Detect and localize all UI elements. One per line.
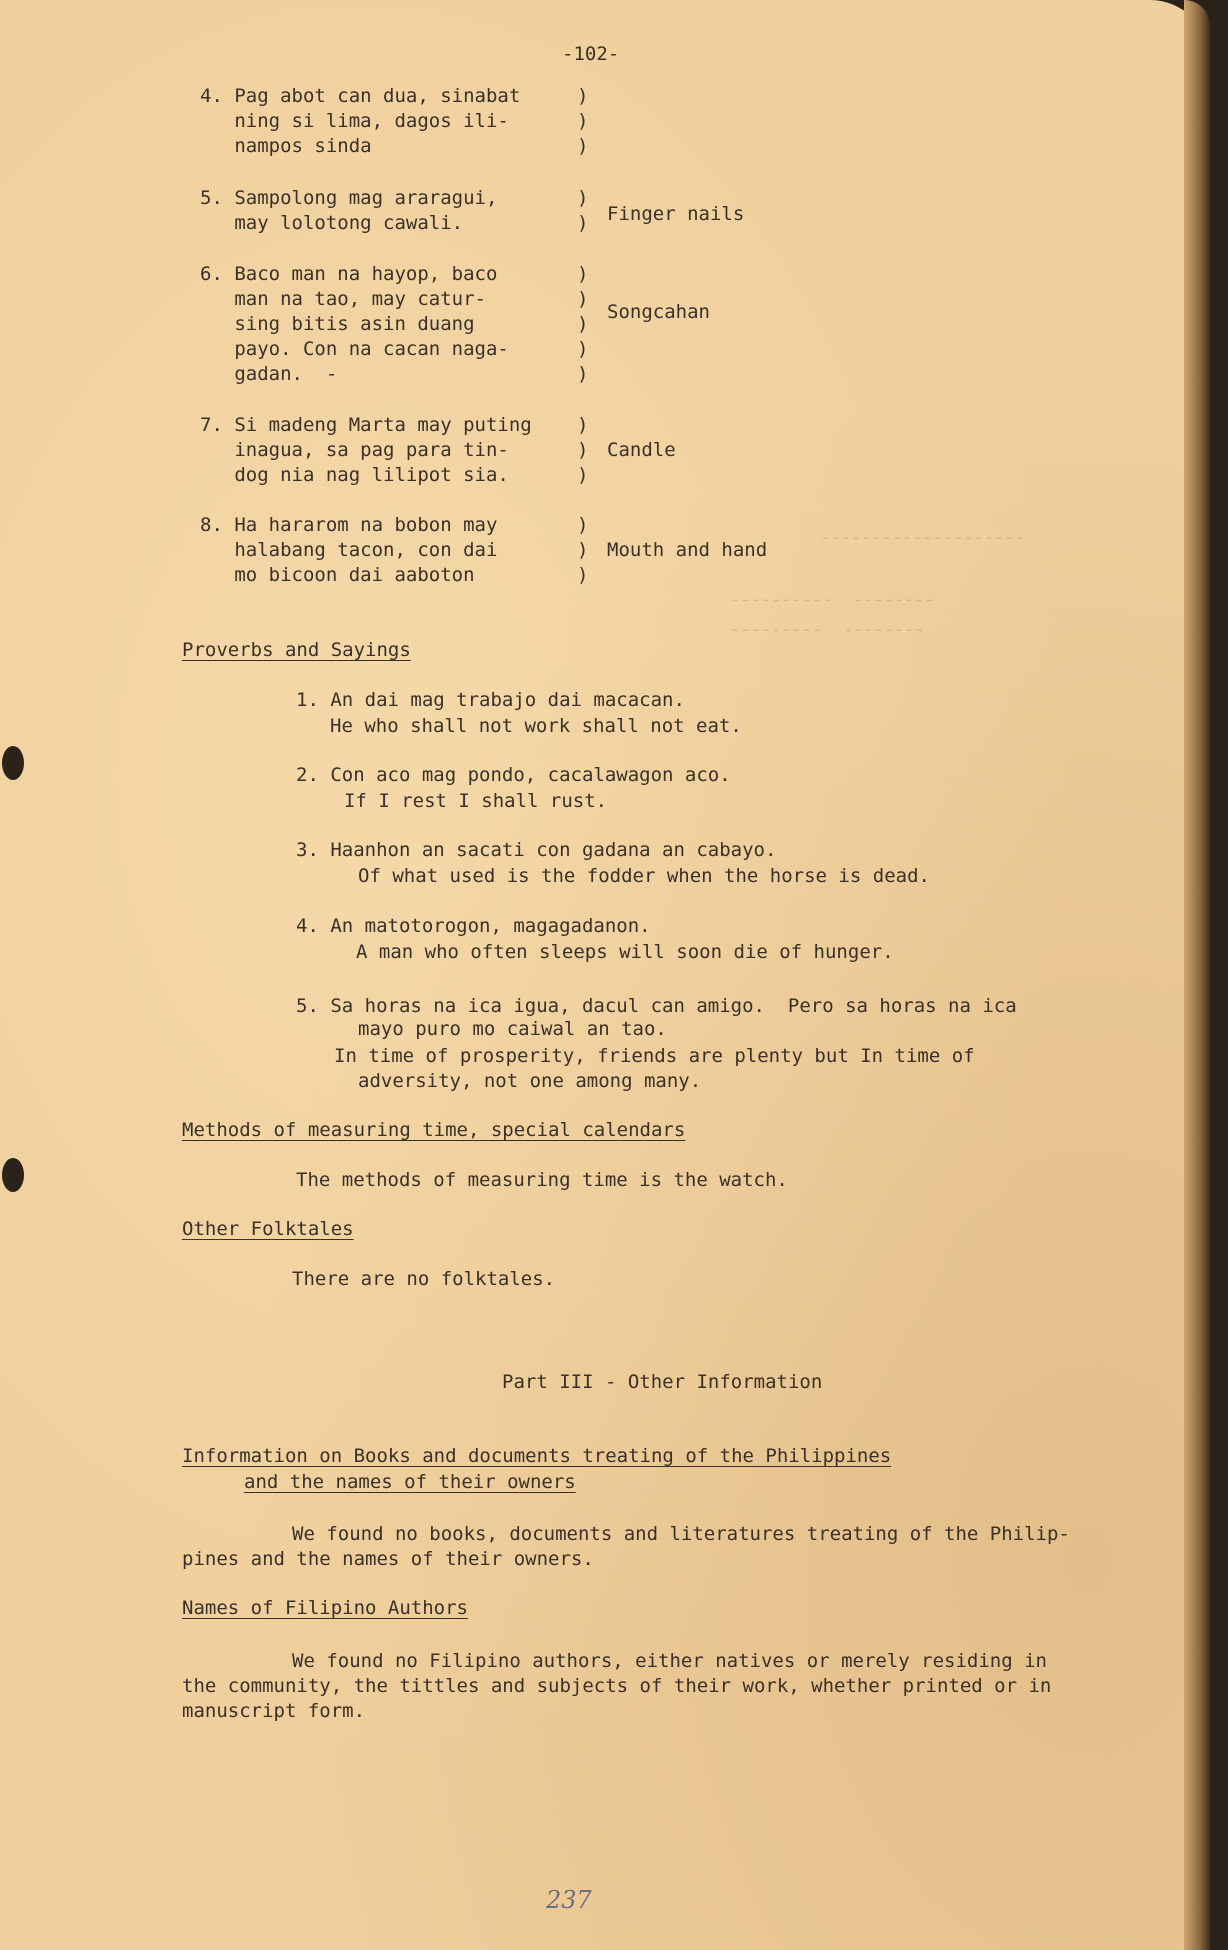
riddle-8-line-2: halabang tacon, con dai: [200, 539, 498, 561]
riddle-6-line-4: payo. Con na cacan naga-: [200, 338, 509, 360]
proverb-5-english: In time of prosperity, friends are plenty but In time of: [334, 1045, 975, 1067]
riddle-7-line-1: 7. Si madeng Marta may puting: [200, 414, 532, 436]
riddle-6-answer: Songcahan: [607, 301, 710, 323]
proverb-4-bicol: 4. An matotorogon, magagadanon.: [296, 915, 651, 937]
riddle-6-line-5: gadan. -: [200, 363, 338, 385]
riddle-7-answer: Candle: [607, 439, 676, 461]
bracket: ) ): [577, 187, 589, 234]
proverb-4-english: A man who often sleeps will soon die of hunger.: [356, 941, 894, 963]
proverb-5-english-cont: adversity, not one among many.: [358, 1070, 702, 1092]
page-number: -102-: [562, 43, 620, 65]
books-text-line-1: We found no books, documents and literatures treating of the Philip-: [292, 1523, 1070, 1545]
riddle-6-line-3: sing bitis asin duang: [200, 313, 475, 335]
methods-heading: Methods of measuring time, special calendars: [182, 1119, 686, 1141]
proverb-5-bicol-cont: mayo puro mo caiwal an tao.: [358, 1018, 667, 1040]
bracket: ) ) ): [577, 414, 589, 486]
proverb-3-bicol: 3. Haanhon an sacati con gadana an cabayo.: [296, 839, 777, 861]
proverb-2-english: If I rest I shall rust.: [344, 790, 608, 812]
riddle-5-line-2: may lolotong cawali.: [200, 212, 464, 234]
riddle-5-line-1: 5. Sampolong mag araragui,: [200, 187, 498, 209]
authors-text-line-1: We found no Filipino authors, either natives or merely residing in: [292, 1650, 1047, 1672]
authors-text-line-3: manuscript form.: [182, 1700, 366, 1722]
riddle-7-line-2: inagua, sa pag para tin-: [200, 439, 509, 461]
bleed-through-text: --------- --------: [730, 620, 925, 640]
authors-heading: Names of Filipino Authors: [182, 1597, 468, 1619]
riddle-4-line-1: 4. Pag abot can dua, sinabat: [200, 85, 521, 107]
books-heading-line-1: Information on Books and documents treating of the Philippines: [182, 1445, 892, 1467]
part-title: Part III - Other Information: [502, 1371, 823, 1393]
proverb-1-english: He who shall not work shall not eat.: [330, 715, 742, 737]
riddle-4-line-3: nampos sinda: [200, 135, 372, 157]
bracket: ) ) ): [577, 514, 589, 586]
bleed-through-text: ---------- --------: [730, 590, 935, 610]
bleed-through-text: --------------------: [820, 528, 1025, 548]
riddle-6-line-1: 6. Baco man na hayop, baco: [200, 263, 498, 285]
riddle-7-line-3: dog nia nag lilipot sia.: [200, 464, 509, 486]
proverb-1-bicol: 1. An dai mag trabajo dai macacan.: [296, 689, 685, 711]
folktales-text: There are no folktales.: [292, 1268, 556, 1290]
riddle-8-line-1: 8. Ha hararom na bobon may: [200, 514, 498, 536]
riddle-5-answer: Finger nails: [607, 203, 745, 225]
proverb-2-bicol: 2. Con aco mag pondo, cacalawagon aco.: [296, 764, 731, 786]
handwritten-page-number: 237: [546, 1886, 592, 1914]
proverb-3-english: Of what used is the fodder when the horse is dead.: [358, 865, 930, 887]
books-text-line-2: pines and the names of their owners.: [182, 1548, 594, 1570]
folktales-heading: Other Folktales: [182, 1218, 354, 1240]
riddle-8-answer: Mouth and hand: [607, 539, 768, 561]
proverb-5-bicol: 5. Sa horas na ica igua, dacul can amigo. Pero sa horas na ica: [296, 995, 1017, 1017]
proverbs-heading: Proverbs and Sayings: [182, 639, 411, 661]
books-heading-line-2: and the names of their owners: [244, 1471, 576, 1493]
methods-text: The methods of measuring time is the watch.: [296, 1169, 788, 1191]
authors-text-line-2: the community, the tittles and subjects of their work, whether printed or in: [182, 1675, 1052, 1697]
riddle-6-line-2: man na tao, may catur-: [200, 288, 486, 310]
page-edge: [1184, 0, 1210, 1950]
punch-hole: [2, 1158, 24, 1192]
bracket: ) ) ): [577, 85, 589, 157]
bracket: ) ) ) ) ): [577, 263, 589, 385]
riddle-4-line-2: ning si lima, dagos ili-: [200, 110, 509, 132]
riddle-8-line-3: mo bicoon dai aaboton: [200, 564, 475, 586]
punch-hole: [2, 746, 24, 780]
